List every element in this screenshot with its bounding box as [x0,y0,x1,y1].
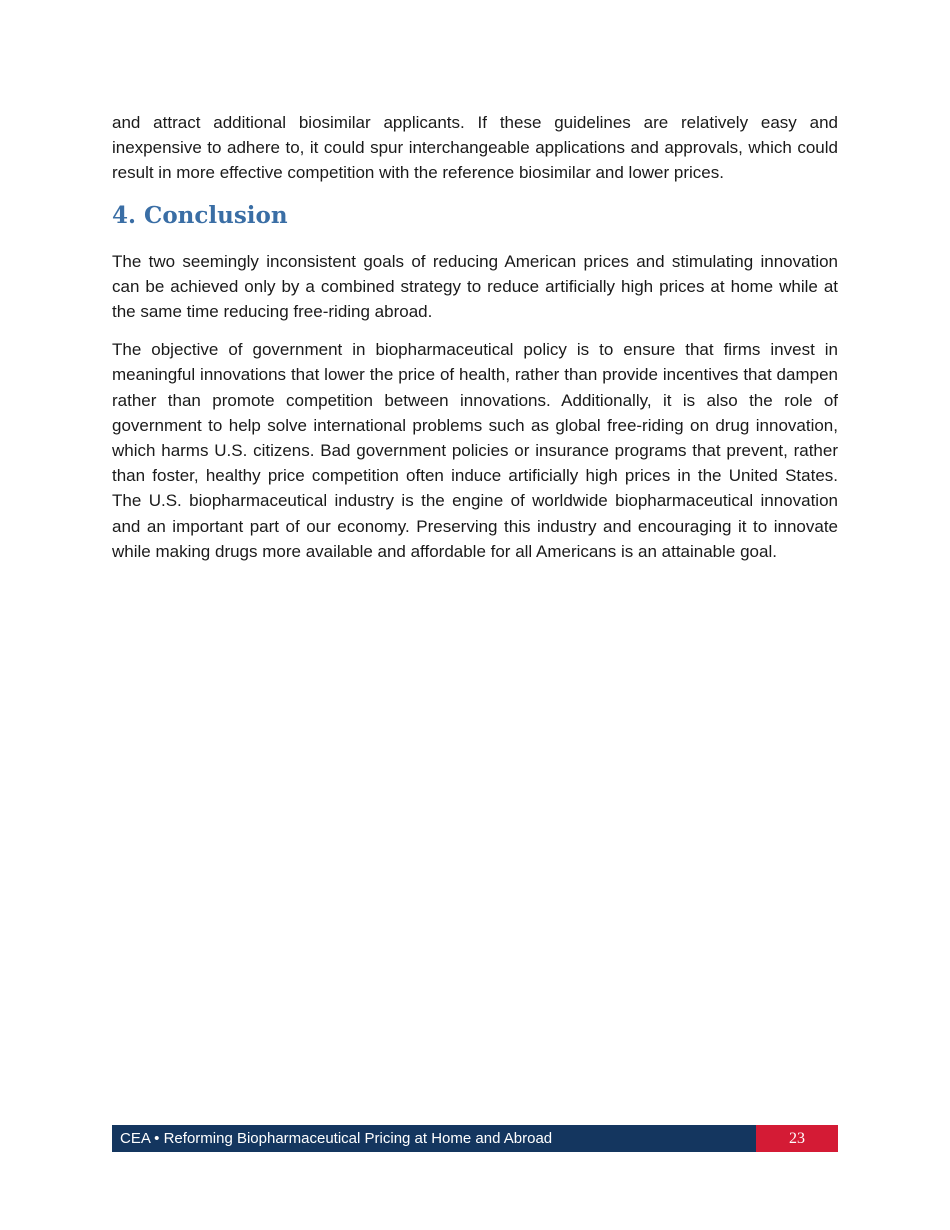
conclusion-paragraph-2: The objective of government in biopharmaceutical policy is to ensure that firms invest in meaningful innovations that lower the price of health, rather than provide incentives that dampen rather than promote competition between innovations. Additionally, it is also the role of government to help solve international problems such as global free-riding on drug innovation, which harms U.S. citizens. Bad government policies or insurance programs that prevent, rather than foster, healthy price competition often induce artificially high prices in the United States. The U.S. biopharmaceutical industry is the engine of worldwide biopharmaceutical innovation and an important part of our economy. Preserving this industry and encouraging it to innovate while making drugs more available and affordable for all Americans is an attainable goal. [112,340,838,561]
document-page [112,110,838,564]
intro-paragraph: and attract additional biosimilar applicants. If these guidelines are relatively easy and inexpensive to adhere to, it could spur interchangeable applications and approvals, which could result in more effective competition with the reference biosimilar and lower prices. [112,113,838,183]
conclusion-paragraph-1: The two seemingly inconsistent goals of reducing American prices and stimulating innovation can be achieved only by a combined strategy to reduce artificially high prices at home while at the same time reducing free-riding abroad. [112,251,838,322]
footer-title: CEA • Reforming Biopharmaceutical Pricing at Home and Abroad [112,1125,756,1152]
section-heading: 4. Conclusion [112,201,288,229]
page-number: 23 [756,1125,838,1152]
page-footer [112,1125,838,1152]
